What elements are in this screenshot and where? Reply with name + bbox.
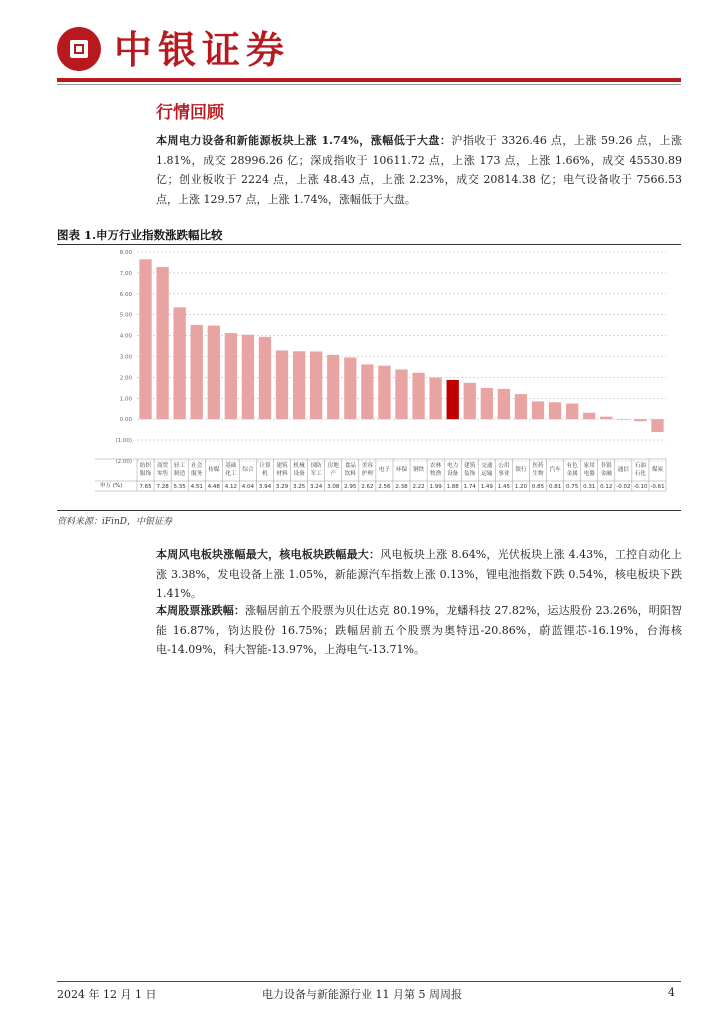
category-label: 计算机 (259, 463, 271, 477)
market-review-lead: 本周电力设备和新能源板块上涨 1.74%，涨幅低于大盘： (156, 134, 452, 147)
bar-27 (600, 417, 612, 420)
bar-3 (191, 325, 203, 419)
value-label: 3.24 (310, 484, 323, 490)
bar-23 (532, 401, 544, 419)
category-label: 家用电器 (583, 463, 595, 477)
bar-8 (276, 350, 288, 419)
value-label: 1.49 (480, 484, 493, 490)
category-label: 公用事业 (498, 463, 510, 477)
category-label: 钢铁 (412, 467, 425, 473)
category-label: 食品饮料 (344, 463, 356, 477)
bar-16 (412, 373, 424, 419)
sector-paragraph (156, 545, 682, 604)
y-tick-label: (2.00) (115, 459, 132, 465)
bar-0 (139, 259, 151, 419)
bar-28 (617, 419, 629, 420)
category-label: 传媒 (208, 467, 220, 473)
bar-2 (174, 307, 186, 419)
footer-date: 2024 年 12 月 1 日 (57, 988, 157, 1001)
category-label: 商贸零售 (156, 463, 169, 477)
value-label: 1.74 (463, 484, 476, 490)
category-label: 电力设备 (447, 463, 459, 477)
bar-19 (464, 383, 476, 419)
value-label: 4.51 (190, 484, 203, 490)
category-label: 房地产 (327, 463, 339, 477)
category-label: 煤炭 (651, 467, 664, 473)
bar-30 (651, 419, 663, 432)
bar-20 (481, 388, 493, 419)
bar-10 (310, 351, 322, 419)
value-label: 7.28 (156, 484, 169, 490)
value-label: 2.38 (395, 484, 408, 490)
value-label: 2.62 (361, 484, 374, 490)
bar-1 (156, 267, 168, 419)
y-tick-label: (1.00) (115, 438, 132, 445)
value-label: 0.12 (600, 484, 613, 490)
value-label: 1.88 (446, 484, 459, 490)
sector-text: 风电板块上涨 8.64%，光伏板块上涨 4.43%，工控自动化上涨 3.38%，发电设备上涨 1.05%，新能源汽车指数上涨 0.13%，锂电池指数下跌 0.54%，核电板块下跌 1.41%。 (156, 548, 683, 600)
value-label: 7.65 (139, 484, 152, 490)
bar-6 (242, 335, 254, 419)
brand-name: 中银证券 (114, 28, 291, 72)
section-title: 行情回顾 (156, 103, 224, 123)
value-label: 3.94 (258, 484, 272, 490)
value-label: 0.75 (566, 484, 579, 490)
category-label: 石油石化 (634, 463, 647, 477)
figure-bottom-rule (57, 510, 681, 511)
sector-lead: 本周风电板块涨幅最大，核电板块跌幅最大： (156, 548, 381, 561)
value-label: 1.99 (429, 484, 442, 490)
y-tick-label: 2.00 (119, 375, 132, 382)
value-label: 4.48 (207, 484, 220, 490)
figure-source: 资料来源：iFinD，中银证券 (57, 517, 173, 527)
value-label: 3.29 (275, 484, 289, 490)
category-label: 环保 (395, 467, 408, 473)
value-label: 1.45 (497, 484, 511, 490)
bar-24 (549, 402, 561, 419)
footer-report-title: 电力设备与新能源行业 11 月第 5 周周报 (262, 988, 462, 1001)
value-label: 5.35 (173, 484, 186, 490)
value-label: 0.81 (548, 484, 562, 490)
bar-7 (259, 337, 271, 419)
market-review-text: 沪指收于 3326.46 点，上涨 59.26 点，上涨 1.81%，成交 28996.26 亿；深成指收于 10611.72 点，上涨 173 点，上涨 1.66%，成交 45530.89 亿；创业板收于 2224 点，上涨 48.43 点，上涨 2.23%，成交 20814.38 亿；电气设备收于 7566.53 点，上涨 129.57 点，上涨 1.74%，涨幅低于大盘。 (156, 134, 682, 206)
bar-15 (395, 369, 407, 419)
bar-22 (515, 394, 527, 419)
category-label: 有色金属 (566, 463, 578, 477)
bar-17 (429, 378, 441, 420)
category-label: 银行 (515, 467, 527, 473)
y-tick-label: 0.00 (119, 417, 132, 424)
bar-26 (583, 413, 595, 419)
bar-9 (293, 351, 305, 419)
category-label: 社会服务 (191, 463, 203, 477)
y-tick-label: 4.00 (119, 333, 132, 340)
bar-29 (634, 419, 646, 421)
value-label: 2.56 (378, 484, 391, 490)
value-label: 2.95 (344, 484, 357, 490)
category-label: 轻工制造 (174, 463, 186, 477)
category-label: 机械设备 (293, 463, 305, 477)
bar-14 (378, 366, 390, 420)
category-label: 国防军工 (310, 463, 322, 477)
value-label: 2.22 (412, 484, 425, 490)
category-label: 汽车 (549, 467, 561, 473)
value-label: 4.12 (224, 484, 237, 490)
value-label: 4.04 (241, 484, 255, 490)
bar-5 (225, 333, 237, 419)
row-label: 申万 (%) (100, 483, 123, 489)
y-tick-label: 6.00 (119, 291, 132, 298)
y-tick-label: 7.00 (119, 270, 132, 277)
y-tick-label: 1.00 (119, 396, 132, 403)
value-label: 0.85 (531, 484, 545, 490)
value-label: -0.02 (616, 484, 631, 490)
y-tick-label: 5.00 (119, 312, 132, 319)
value-label: -0.61 (650, 484, 665, 490)
bar-11 (327, 355, 339, 419)
value-label: -0.10 (633, 484, 648, 490)
value-label: 3.25 (292, 484, 306, 490)
y-tick-label: 8.00 (119, 250, 132, 256)
bar-12 (344, 358, 356, 420)
figure-title: 图表 1.申万行业指数涨跌幅比较 (57, 228, 223, 242)
category-label: 交通运输 (481, 463, 493, 477)
value-label: 0.31 (583, 484, 596, 490)
category-label: 非银金融 (600, 463, 612, 477)
bar-25 (566, 404, 578, 420)
footer-rule (57, 981, 681, 982)
y-tick-label: 3.00 (119, 354, 132, 361)
value-label: 1.20 (514, 484, 528, 490)
value-label: 3.08 (327, 484, 340, 490)
bar-21 (498, 389, 510, 419)
category-label: 医药生物 (532, 463, 544, 477)
category-label: 综合 (242, 467, 254, 473)
footer-page-number: 4 (668, 986, 675, 999)
bar-13 (361, 364, 373, 419)
bar-4 (208, 326, 220, 420)
stock-paragraph (156, 601, 682, 660)
category-label: 建筑材料 (276, 463, 288, 477)
category-label: 电子 (378, 467, 391, 473)
category-label: 美容护理 (361, 463, 373, 477)
stock-lead: 本周股票涨跌幅： (156, 604, 245, 617)
category-label: 建筑装饰 (464, 463, 476, 477)
category-label: 纺织服饰 (139, 463, 152, 477)
category-label: 基础化工 (225, 463, 237, 477)
bar-18 (447, 380, 459, 419)
category-label: 通信 (617, 467, 629, 473)
stock-text: 涨幅居前五个股票为贝仕达克 80.19%，龙蟠科技 27.82%，运达股份 23.26%，明阳智能 16.87%，钧达股份 16.75%；跌幅居前五个股票为奥特迅-20.86%，蔚蓝锂芯-16.19%，台海核电-14.09%，科大智能-13.97%，上海电气-13.71%。 (156, 604, 682, 656)
category-label: 农林牧渔 (430, 463, 442, 477)
